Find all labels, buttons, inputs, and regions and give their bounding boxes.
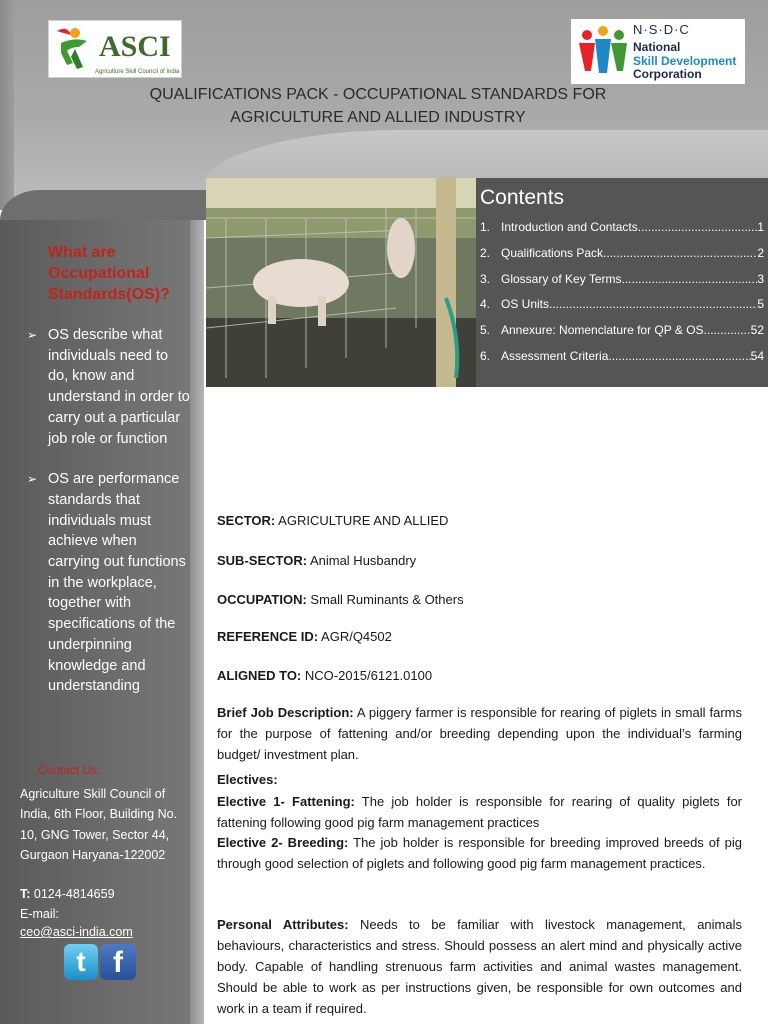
phone-label: T:	[20, 887, 31, 901]
piggery-photo	[206, 178, 476, 387]
elective-1	[217, 791, 742, 833]
contents-item[interactable]	[480, 218, 764, 244]
asci-logo-text: ASCI	[99, 30, 171, 63]
contents-list	[480, 218, 764, 373]
contents-item-label: Introduction and Contacts	[501, 220, 638, 234]
elective-2	[217, 832, 742, 874]
elective-1-text: The job holder is responsible for rearing of quality piglets for fattening following good pig farm management practices	[217, 794, 742, 830]
subsector-value: Animal Husbandry	[309, 553, 417, 568]
contents-item-page: 1	[757, 220, 764, 234]
occupation-value: Small Ruminants & Others	[310, 592, 464, 607]
contents-item[interactable]	[480, 321, 764, 347]
brief-label: Brief Job Description:	[217, 705, 354, 720]
nsdc-figures-icon	[573, 21, 633, 83]
nsdc-line-2: Skill Development	[633, 54, 737, 68]
contents-item[interactable]	[480, 295, 764, 321]
contents-item-number: 4.	[480, 297, 491, 312]
contents-item-number: 5.	[480, 323, 491, 338]
sector-value: AGRICULTURE AND ALLIED	[278, 513, 449, 528]
contents-item-label: Glossary of Key Terms	[501, 271, 622, 286]
leader-dots	[621, 270, 757, 296]
contents-item-page: 2	[757, 245, 764, 260]
aligned-field	[217, 668, 432, 683]
sector-label: SECTOR:	[217, 513, 276, 528]
contents-item-page: 3	[757, 271, 764, 286]
personal-text: Needs to be familiar with livestock management, animals behaviours, characteristics and stress. Should possess an alert mind and physically active body. Capable of handling strenuous farm activities and animal wastes management. Should be able to work as per instructions given, be responsible for own outcomes and work in a team if required.	[217, 917, 743, 1016]
contact-title: Contact Us:	[38, 763, 101, 777]
contents-item-label: Annexure: Nomenclature for QP & OS	[501, 323, 704, 338]
brief-job-description	[217, 702, 742, 765]
contents-item[interactable]	[480, 347, 764, 373]
asci-logo-subtext: Agriculture Skill Council of India	[95, 69, 180, 75]
arrow-bullet-icon: ➢	[27, 328, 38, 342]
subsector-field	[217, 553, 416, 568]
contents-item-number: 2.	[480, 245, 491, 260]
elective-2-text: The job holder is responsible for breeding improved breeds of pig through good selection of piglets and following good pig farm management practices.	[217, 835, 742, 871]
personal-attributes	[217, 914, 742, 1019]
phone-number: 0124-4814659	[33, 887, 115, 901]
contents-item-page: 5	[757, 297, 764, 312]
contents-item-label: Qualifications Pack	[501, 245, 604, 260]
sidebar-bullet-text: OS are performance standards that individuals must achieve when carrying out functions in the workplace, together with specifications of the underpinning knowledge and understanding	[48, 471, 186, 695]
contents-item-number: 6.	[480, 348, 491, 363]
nsdc-line-1: National	[633, 40, 681, 54]
subsector-label: SUB-SECTOR:	[217, 553, 308, 568]
nsdc-line-3: Corporation	[633, 67, 702, 81]
sidebar-bullet	[0, 325, 190, 449]
contents-item[interactable]	[480, 270, 764, 296]
elective-2-label: Elective 2- Breeding:	[217, 835, 349, 850]
occupation-field	[217, 592, 464, 607]
contents-item-label: Assessment Criteria	[501, 348, 609, 363]
asci-logo	[48, 20, 182, 78]
twitter-icon[interactable]: t	[64, 944, 98, 980]
contents-item-number: 3.	[480, 271, 491, 286]
sector-field	[217, 513, 448, 528]
contents-item-page: 54	[750, 348, 764, 363]
electives-label: Electives:	[217, 772, 278, 787]
reference-value: AGR/Q4502	[321, 629, 392, 644]
nsdc-logo	[571, 19, 745, 84]
sidebar	[0, 220, 190, 1024]
facebook-icon[interactable]: f	[100, 944, 136, 980]
pig-pen-image	[206, 178, 476, 387]
page-title: QUALIFICATIONS PACK - OCCUPATIONAL STANDARDS FOR AGRICULTURE AND ALLIED INDUSTRY	[149, 86, 607, 126]
contact-address: Agriculture Skill Council of India, 6th Floor, Building No. 10, GNG Tower, Sector 44, Gurgaon Haryana-122002	[20, 787, 178, 863]
elective-1-label: Elective 1- Fattening:	[217, 794, 355, 809]
asci-figure-icon	[49, 21, 99, 77]
contents-item-number: 1.	[480, 220, 491, 234]
leader-dots	[638, 218, 758, 244]
aligned-label: ALIGNED TO:	[217, 668, 302, 683]
reference-label: REFERENCE ID:	[217, 629, 319, 644]
contents-item[interactable]	[480, 244, 764, 270]
leader-dots	[704, 321, 751, 347]
aligned-value: NCO-2015/6121.0100	[304, 668, 433, 683]
contents-panel	[476, 178, 768, 387]
occupation-label: OCCUPATION:	[217, 592, 307, 607]
sidebar-bullet-text: OS describe what individuals need to do, know and understand in order to carry out a particular job role or function	[48, 327, 190, 447]
email-link[interactable]: ceo@asci-india.com	[20, 925, 133, 939]
arrow-bullet-icon: ➢	[27, 472, 38, 487]
leader-dots	[603, 244, 757, 270]
contents-item-page: 52	[750, 323, 764, 338]
contents-item-label: OS Units	[501, 297, 550, 312]
electives-heading	[217, 769, 742, 790]
reference-field	[217, 629, 392, 644]
leader-dots	[549, 295, 757, 321]
contents-title: Contents	[480, 186, 565, 209]
email-label: E-mail:	[20, 907, 59, 921]
leader-dots	[608, 347, 750, 373]
brief-text: A piggery farmer is responsible for rearing of piglets in small farms for the purpose of fattening and/or breeding depending upon the individual’s farming budget/ investment plan.	[217, 705, 743, 762]
sidebar-bullet-list	[0, 325, 190, 717]
contact-phone	[20, 887, 115, 901]
sidebar-heading: What are Occupational Standards(OS)?	[48, 244, 170, 303]
sidebar-bullet	[0, 469, 190, 697]
personal-label: Personal Attributes:	[217, 917, 349, 932]
nsdc-letters: N·S·D·C	[633, 22, 690, 37]
